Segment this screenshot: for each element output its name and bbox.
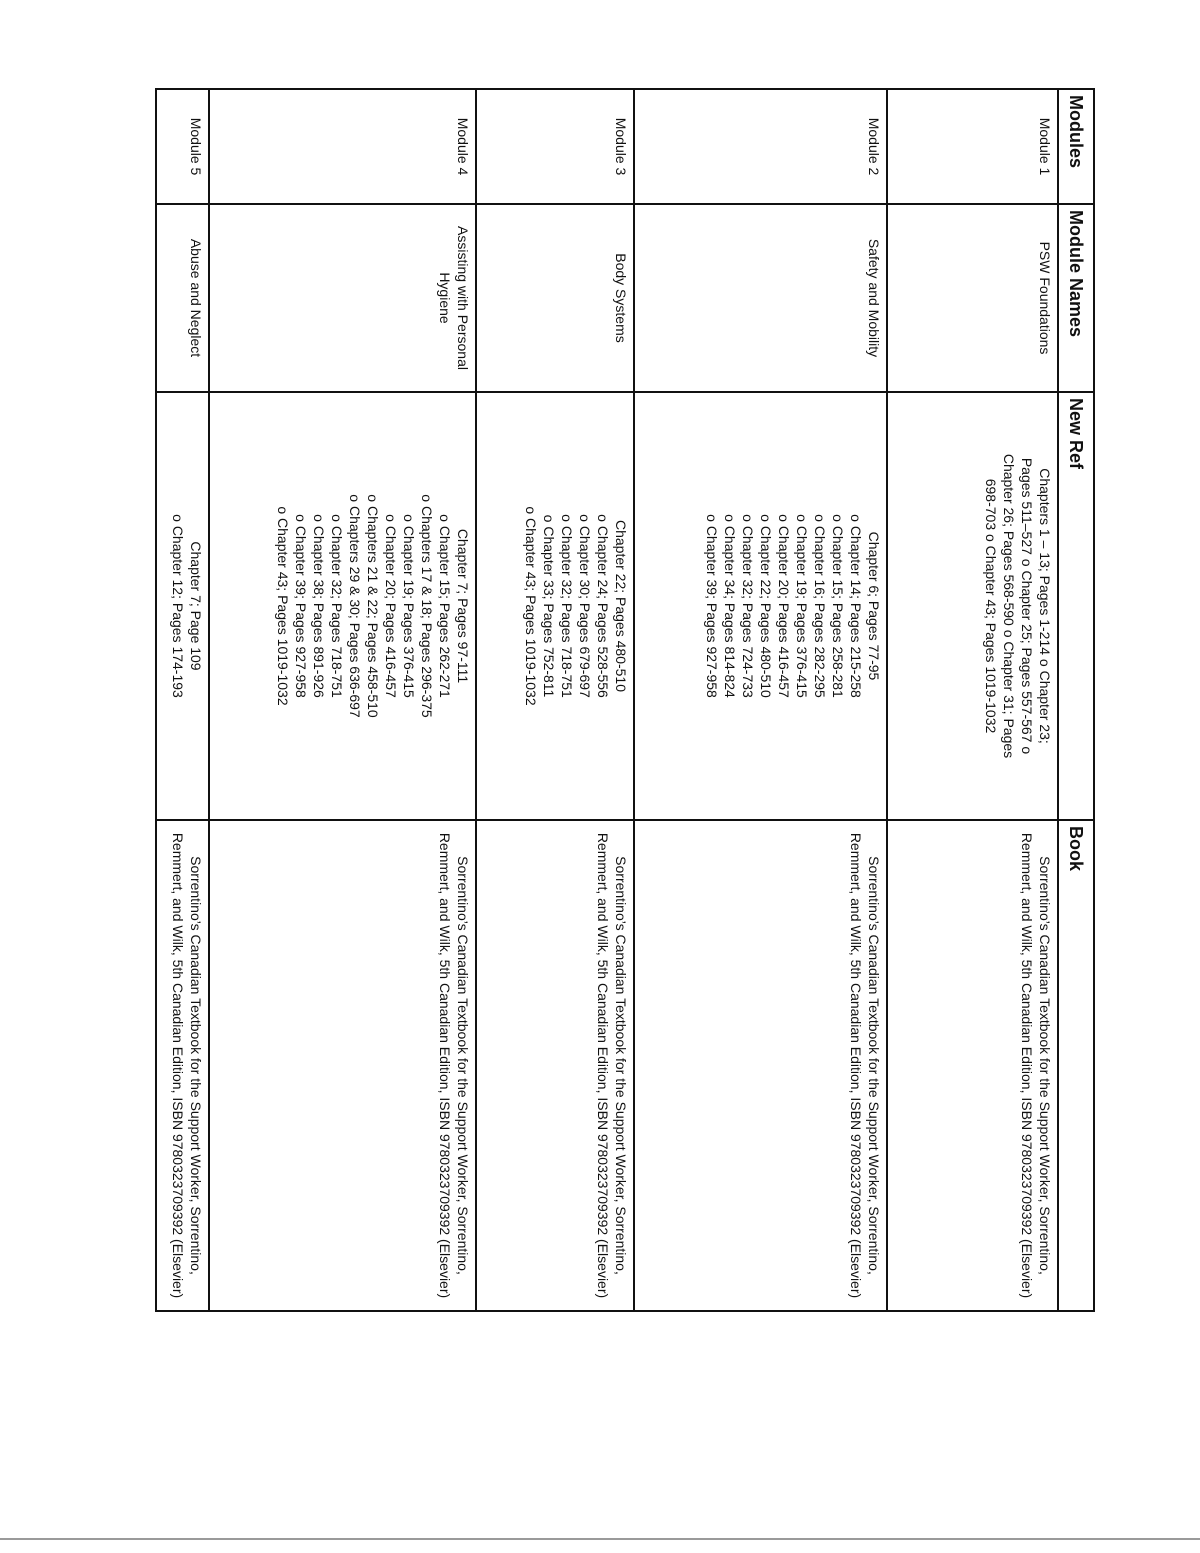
ref-list — [982, 398, 1054, 814]
book-cell: Sorrentino’s Canadian Textbook for the Support Worker, Sorrentino, Remmert, and Wilk, 5th Canadian Edition, ISBN 9780323709392 (Elsevier) — [476, 820, 635, 1311]
new-ref-cell — [635, 392, 887, 820]
module-cell: Module 1 — [887, 89, 1058, 204]
ref-line: Chapter 22; Pages 480-510 — [613, 519, 630, 692]
book-cell: Sorrentino’s Canadian Textbook for the Support Worker, Sorrentino, Remmert, and Wilk, 5th Canadian Edition, ISBN 9780323709392 (Elsevier) — [209, 820, 476, 1311]
module-name-cell: Assisting with Personal Hygiene — [209, 204, 476, 392]
ref-line: o Chapters 17 & 18; Pages 296-375 — [418, 494, 435, 718]
table-row — [635, 89, 887, 1311]
ref-line: o Chapter 14; Pages 215-258 — [847, 514, 864, 698]
header-module-names: Module Names — [1058, 204, 1094, 392]
module-cell: Module 5 — [156, 89, 209, 204]
new-ref-cell — [476, 392, 635, 820]
new-ref-cell — [156, 392, 209, 820]
header-row — [1058, 89, 1094, 1311]
modules-table — [155, 88, 1095, 1312]
ref-line: o Chapter 20; Pages 416-457 — [382, 514, 399, 698]
ref-line: Chapter 7; Page 109 — [187, 541, 204, 671]
ref-line: o Chapter 16; Pages 282-295 — [811, 514, 828, 698]
ref-line: 698-703 o Chapter 43; Pages 1019-1032 — [983, 478, 999, 734]
table-row — [887, 89, 1058, 1311]
ref-line: o Chapter 38; Pages 891-926 — [310, 514, 327, 698]
ref-line: o Chapters 29 & 30; Pages 636-697 — [346, 494, 363, 718]
ref-line: o Chapter 12; Pages 174-193 — [169, 514, 186, 698]
table-row — [209, 89, 476, 1311]
ref-line: o Chapter 19; Pages 376-415 — [793, 514, 810, 698]
ref-line: o Chapter 43; Pages 1019-1032 — [274, 506, 291, 706]
new-ref-cell — [887, 392, 1058, 820]
rotated-page — [155, 88, 1095, 1310]
ref-line: o Chapter 43; Pages 1019-1032 — [523, 506, 540, 706]
ref-line: o Chapter 39; Pages 927-958 — [703, 514, 720, 698]
scan-edge-line — [0, 1538, 1200, 1540]
ref-line: o Chapter 34; Pages 814-824 — [721, 514, 738, 698]
ref-list — [169, 398, 205, 814]
book-cell: Sorrentino’s Canadian Textbook for the Support Worker, Sorrentino, Remmert, and Wilk, 5th Canadian Edition, ISBN 9780323709392 (Elsevier) — [887, 820, 1058, 1311]
ref-line: o Chapter 15; Pages 258-281 — [829, 514, 846, 698]
module-name-cell: Abuse and Neglect — [156, 204, 209, 392]
header-modules: Modules — [1058, 89, 1094, 204]
ref-line: Chapter 7; Pages 97-111 — [454, 528, 471, 684]
module-cell: Module 3 — [476, 89, 635, 204]
ref-line: o Chapter 30; Pages 679-697 — [577, 514, 594, 698]
ref-line: o Chapter 19; Pages 376-415 — [400, 514, 417, 698]
book-cell: Sorrentino’s Canadian Textbook for the Support Worker, Sorrentino, Remmert, and Wilk, 5th Canadian Edition, ISBN 9780323709392 (Elsevier) — [635, 820, 887, 1311]
ref-line: o Chapter 32; Pages 724-733 — [739, 514, 756, 698]
ref-line: o Chapter 33; Pages 752-811 — [541, 514, 558, 698]
table-row — [476, 89, 635, 1311]
ref-line: o Chapter 20; Pages 416-457 — [775, 514, 792, 698]
module-name-cell: PSW Foundations — [887, 204, 1058, 392]
header-book: Book — [1058, 820, 1094, 1311]
module-name-cell: Safety and Mobility — [635, 204, 887, 392]
ref-line: o Chapter 15; Pages 262-271 — [436, 514, 453, 698]
ref-list — [274, 398, 472, 814]
module-cell: Module 4 — [209, 89, 476, 204]
new-ref-cell — [209, 392, 476, 820]
ref-line: Pages 511–527 o Chapter 25; Pages 557-567 o — [1019, 457, 1035, 755]
table-row — [156, 89, 209, 1311]
ref-line: Chapters 1 – 13; Pages 1-214 o Chapter 23; — [1037, 468, 1053, 744]
ref-line: o Chapters 21 & 22; Pages 458-510 — [364, 494, 381, 718]
ref-line: o Chapter 22; Pages 480-510 — [757, 514, 774, 698]
ref-line: o Chapter 32; Pages 718-751 — [559, 514, 576, 698]
ref-line: Chapter 6; Pages 77-95 — [865, 531, 882, 681]
header-new-ref: New Ref — [1058, 392, 1094, 820]
ref-line: o Chapter 24; Pages 528-556 — [595, 514, 612, 698]
book-cell: Sorrentino’s Canadian Textbook for the Support Worker, Sorrentino, Remmert, and Wilk, 5th Canadian Edition, ISBN 9780323709392 (Elsevier) — [156, 820, 209, 1311]
ref-line: Chapter 26; Pages 568-590 o Chapter 31; Pages — [1001, 453, 1017, 759]
ref-list — [703, 398, 883, 814]
module-name-cell: Body Systems — [476, 204, 635, 392]
ref-list — [523, 398, 631, 814]
ref-line: o Chapter 32; Pages 718-751 — [328, 514, 345, 698]
module-cell: Module 2 — [635, 89, 887, 204]
ref-line: o Chapter 39; Pages 927-958 — [292, 514, 309, 698]
